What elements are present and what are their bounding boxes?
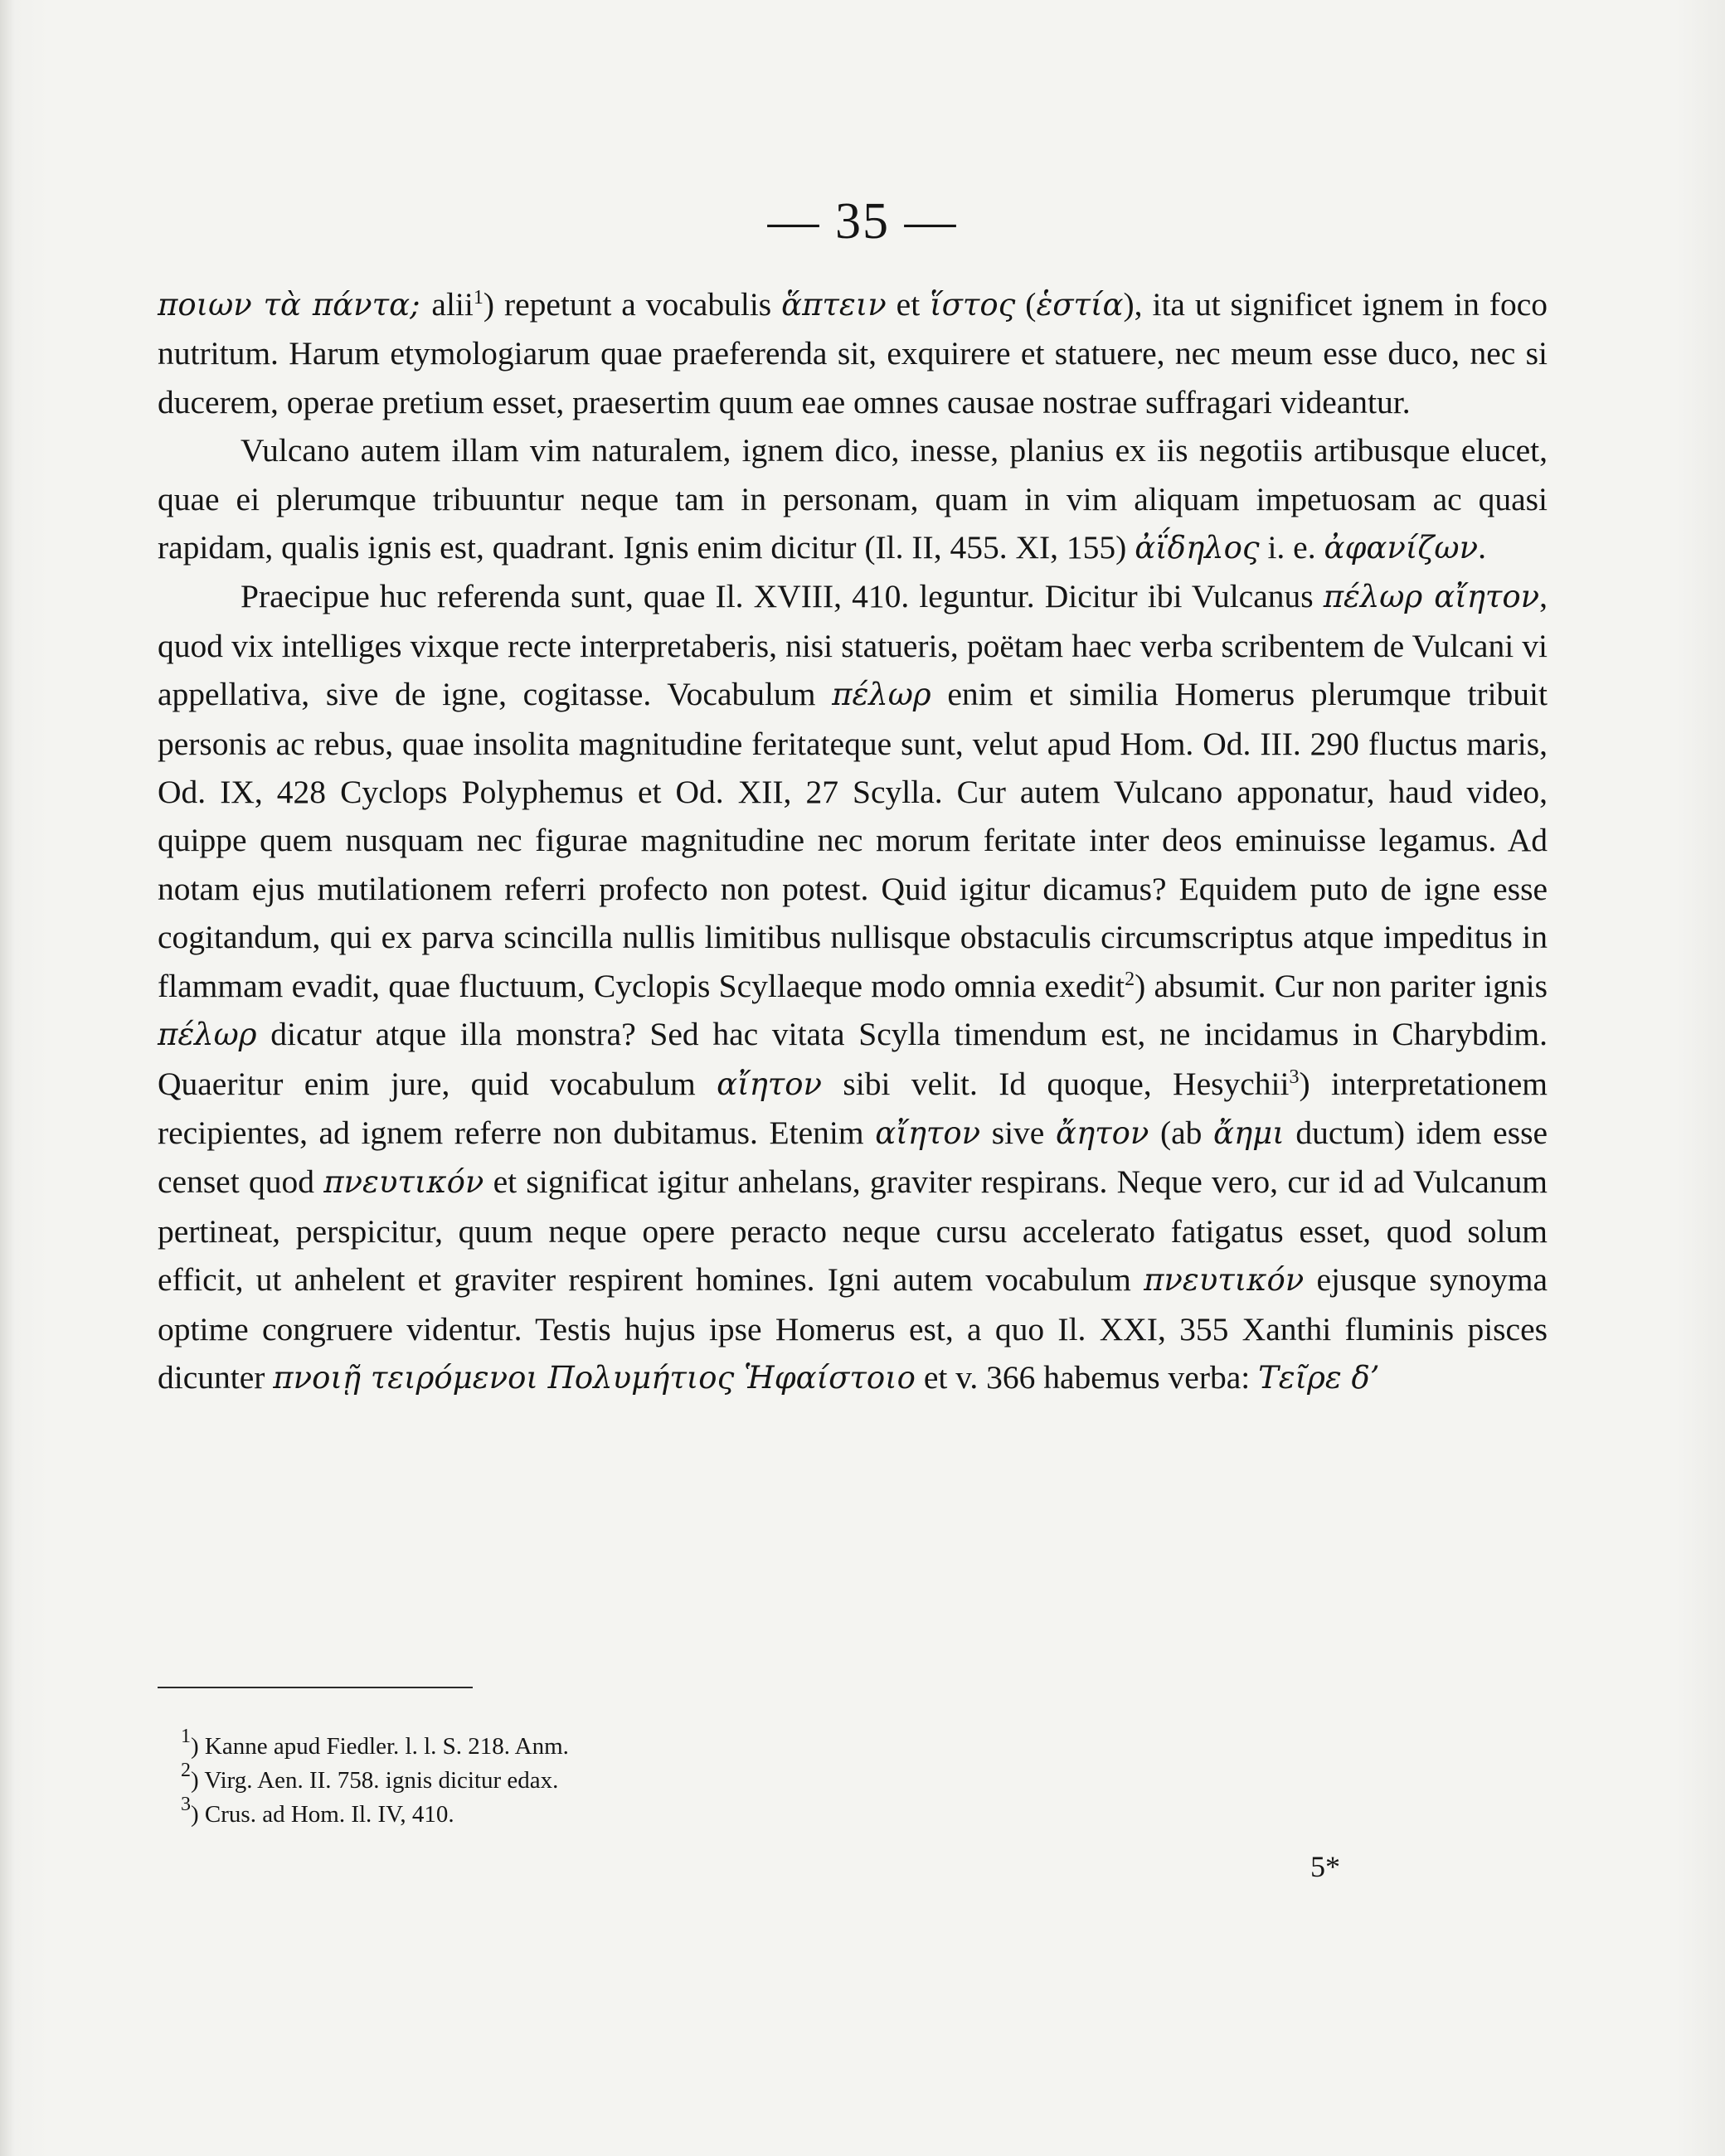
text-run: sive: [980, 1114, 1056, 1151]
text-run: Vulcano autem illam vim naturalem, ignem dico, inesse, planius ex iis negotiis artibusque elucet, quae ei plerumque tribuuntur neque tam in personam, quam in vim aliquam impetuosam ac quasi rapidam, qualis ignis est, quadrant. Ignis enim dicitur (Il. II, 455. XI, 155): [158, 432, 1548, 566]
paragraph: [158, 426, 1548, 572]
greek-term: πέλωρ: [832, 677, 931, 713]
text-run: Praecipue huc referenda sunt, quae Il. XVIII, 410. leguntur. Dicitur ibi Vulcanus: [241, 578, 1324, 615]
text-run: .: [1478, 529, 1486, 566]
greek-term: ἄητον: [1055, 1114, 1149, 1151]
greek-term: ἀΐδηλος: [1135, 530, 1260, 566]
page-number: — 35 —: [767, 193, 958, 250]
greek-term: ἑστία: [1036, 287, 1124, 323]
text-run: ductum) idem esse censet quod: [158, 1114, 1548, 1201]
text-run: ) repetunt a vocabulis: [483, 286, 782, 323]
text-run: ) absumit. Cur non pariter ignis: [1135, 967, 1548, 1004]
printer-signature: 5*: [1310, 1850, 1340, 1883]
text-run: ) interpretationem recipientes, ad ignem referre non dubitamus. Etenim: [158, 1065, 1548, 1151]
footnote-mark: 3: [181, 1794, 191, 1815]
text-run: ejusque synoyma optime congruere videntur. Testis hujus ipse Homerus est, a quo Il. XXI, 355 Xanthi fluminis pisces dicunter: [158, 1261, 1548, 1396]
text-run: dicatur atque illa monstra? Sed hac vitata Scylla timendum est, ne incidamus in Charybdim. Quaeritur enim jure, quid vocabulum: [158, 1016, 1548, 1102]
greek-term: ἄημι: [1213, 1114, 1285, 1151]
footnote-mark: 1: [181, 1726, 191, 1747]
greek-term: πνευτικόν: [323, 1164, 484, 1201]
text-run: enim et similia Homerus plerumque tribuit personis ac rebus, quae insolita magnitudine feritateque sunt, velut apud Hom. Od. III. 290 fluctus maris, Od. IX, 428 Cyclops Polyphemus et Od. XII, 27 Scylla. Cur autem Vulcano apponatur, haud video, quippe quem nusquam nec figurae magnitudine nec morum feritate inter deos eminuisse legamus. Ad notam ejus mutilationem referri profecto non potest. Quid igitur dicamus? Equidem puto de igne esse cogitandum, qui ex parva scincilla nullis limitibus nullisque obstaculis circumscriptus atque impeditus in flammam evadit, quae fluctuum, Cyclopis Scyllaeque modo omnia exedit: [158, 676, 1548, 1004]
paragraph: [158, 280, 1548, 426]
footnote-text: ) Kanne apud Fiedler. l. l. S. 218. Anm.: [191, 1733, 569, 1760]
footnote: [181, 1760, 1176, 1798]
text-run: et v. 366 habemus verba:: [915, 1358, 1259, 1396]
text-run: alii: [431, 286, 474, 323]
text-run: i. e.: [1259, 529, 1324, 566]
text-run: et: [886, 286, 931, 323]
footnote-ref: 1: [473, 287, 483, 308]
paragraph: [158, 572, 1548, 1402]
footnote: [181, 1794, 1176, 1832]
footnotes: [181, 1726, 1176, 1832]
text-run: , quod vix intelliges vixque recte interpretaberis, nisi statueris, poëtam haec verba scribentem de Vulcani vi appellativa, sive de igne, cogitasse. Vocabulum: [158, 578, 1548, 713]
footnote-text: ) Virg. Aen. II. 758. ignis dicitur edax.: [191, 1767, 559, 1794]
footnote: [181, 1726, 1176, 1764]
text-run: ), ita ut significet ignem in foco nutritum. Harum etymologiarum quae praeferenda sit, exquirere et statuere, nec meum esse duco, nec si ducerem, operae pretium esset, praesertim quum eae omnes causae nostrae suffragari videantur.: [158, 286, 1548, 420]
greek-term: Τεῖρε δ’: [1258, 1359, 1380, 1396]
greek-term: αἴητον: [875, 1114, 981, 1151]
text-run: sibi velit. Id quoque, Hesychii: [822, 1065, 1290, 1102]
greek-term: πνευτικόν: [1144, 1262, 1305, 1299]
footnote-ref: 2: [1125, 968, 1135, 990]
greek-term: πέλωρ: [158, 1017, 257, 1053]
footnote-divider: [158, 1687, 473, 1688]
footnote-ref: 3: [1289, 1066, 1300, 1088]
text-run: et significat igitur anhelans, graviter respirans. Neque vero, cur id ad Vulcanum pertineat, perspicitur, quum neque opere peracto neque cursu accelerato fatigatus esset, quod solum efficit, ut anhelent et graviter respirent homines. Igni autem vocabulum: [158, 1163, 1548, 1299]
greek-term: ἀφανίζων: [1324, 530, 1479, 566]
text-run: (: [1015, 286, 1037, 323]
greek-term: ποιων τὰ πάντα;: [158, 287, 432, 323]
greek-term: αἴητον: [717, 1066, 823, 1102]
greek-term: ἅπτειν: [781, 287, 887, 323]
footnote-mark: 2: [181, 1760, 191, 1781]
text-run: (ab: [1149, 1114, 1214, 1151]
body-text: [158, 280, 1548, 1402]
greek-term: ἵστος: [930, 287, 1016, 323]
greek-term: πέλωρ αἴητον: [1323, 579, 1540, 615]
greek-term: πνοιῇ τειρόμενοι Πολυμήτιος Ἡφαίστοιο: [273, 1359, 916, 1396]
footnote-text: ) Crus. ad Hom. Il. IV, 410.: [191, 1801, 454, 1828]
